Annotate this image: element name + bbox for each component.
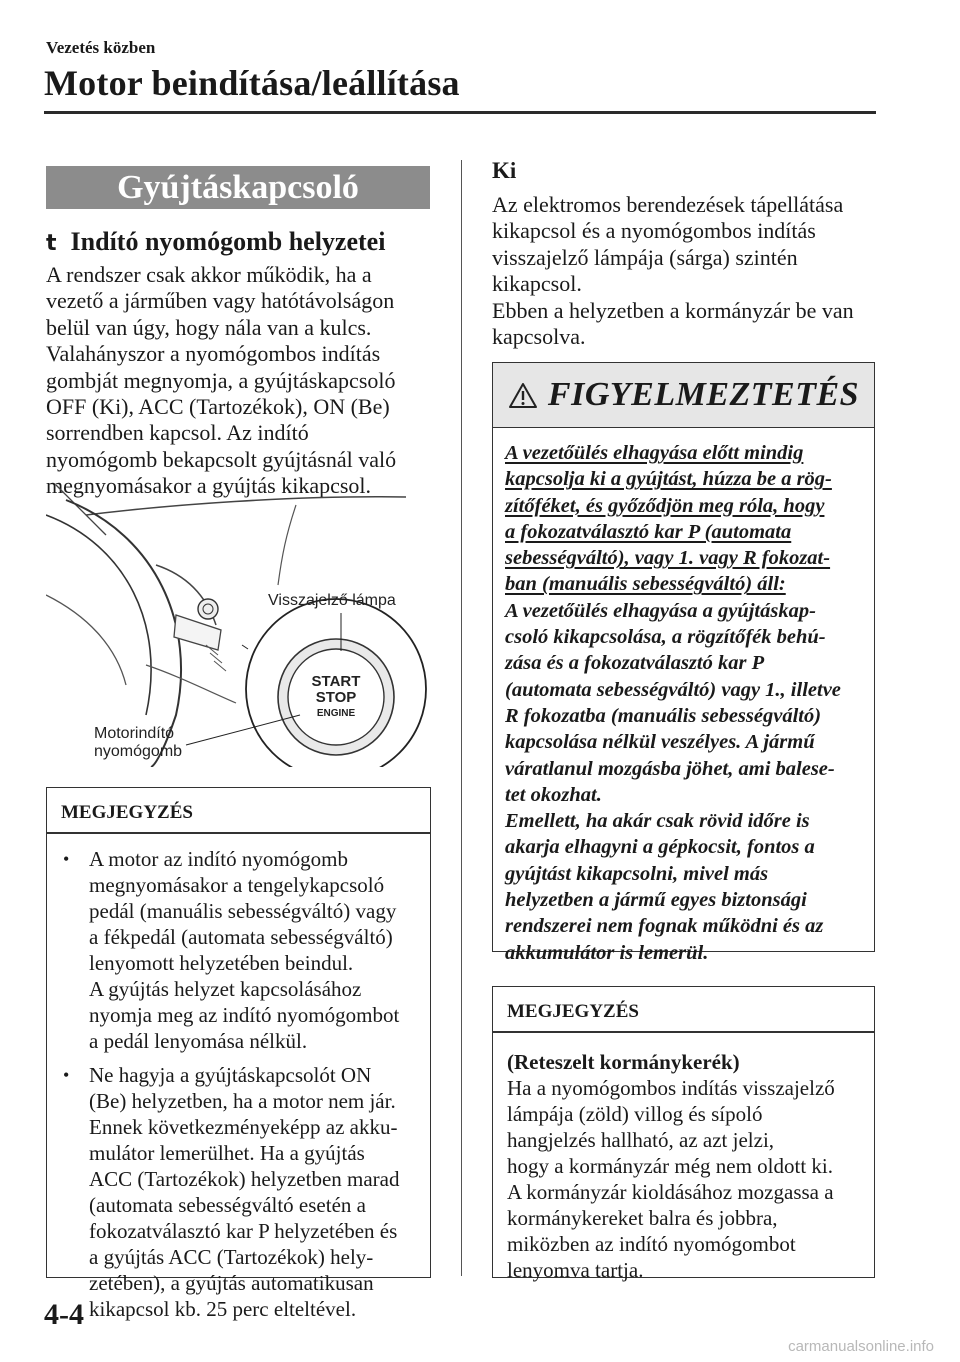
warning-line: akkumulátor is lemerül. [505, 941, 709, 964]
note-subheading: (Reteszelt kormánykerék) [507, 1049, 740, 1074]
text-line: hogy a kormányzár még nem oldott ki. [507, 1153, 834, 1178]
bullet-icon: • [63, 1064, 70, 1085]
start-button-figure [46, 475, 430, 767]
note-text-right [493, 1075, 874, 1283]
text-line: nyomja meg az indító nyomógombot [89, 1002, 400, 1027]
warning-line-underlined: ban (manuális sebességváltó) áll: [505, 573, 786, 596]
text-line: (automata sebességváltó esetén a [89, 1192, 366, 1217]
note-heading: MEGJEGYZÉS [61, 802, 193, 823]
text-line: ACC (Tartozékok) helyzetben marad [89, 1166, 400, 1191]
zoom-connector [242, 645, 248, 649]
text-line: Az elektromos berendezések tápellátása [492, 192, 844, 217]
note-heading-right: MEGJEGYZÉS [507, 1001, 639, 1022]
text-line: kormánykereket balra és jobbra, [507, 1205, 778, 1230]
text-line: sorrendben kapcsol. Az indító [46, 420, 309, 446]
warning-line-underlined: a fokozatválasztó kar P (automata [505, 520, 792, 543]
warning-title: FIGYELMEZTETÉS [547, 376, 860, 413]
lower-dash-line [146, 665, 236, 703]
text-line: megnyomásakor a tengelykapcsoló [89, 872, 385, 897]
text-line: lenyomott helyzetében beindul. [89, 950, 354, 975]
list-item-text [89, 846, 399, 1054]
label-start-button-line1: Motorindító [94, 725, 175, 742]
text-line: A kormányzár kioldásához mozgassa a [507, 1179, 834, 1204]
header-divider [44, 111, 876, 114]
text-line: OFF (Ki), ACC (Tartozékok), ON (Be) [46, 394, 390, 420]
warning-line: tet okozhat. [505, 783, 602, 806]
subheading-text: Indító nyomógomb helyzetei [70, 227, 386, 256]
warning-line: akarja elhagyni a gépkocsit, fontos a [505, 836, 815, 859]
text-line: Ne hagyja a gyújtáskapcsolót ON [89, 1062, 372, 1087]
subheading-mark: t [46, 231, 57, 256]
text-line: miközben az indító nyomógombot [507, 1231, 796, 1256]
text-line: megnyomásakor a gyújtás kikapcsol. [46, 473, 372, 499]
warning-line-underlined: A vezetőülés elhagyása előtt mindig [505, 442, 804, 464]
text-line: Ha a nyomógombos indítás visszajelző [507, 1075, 835, 1100]
warning-line: gyújtást kikapcsolni, mivel más [505, 862, 769, 885]
column-divider [461, 160, 462, 1276]
text-line: A motor az indító nyomógomb [89, 846, 348, 871]
warning-line: helyzetben a jármű egyes biztonsági [505, 889, 807, 912]
note-items [47, 834, 430, 1322]
warning-line: zása és a fokozatválasztó kar P [505, 652, 765, 675]
label-start-button [86, 725, 182, 761]
steering-wheel-inner [46, 515, 151, 715]
warning-line: rendszerei nem fognak működni és az [505, 915, 824, 938]
text-line: Valahányszor a nyomógombos indítás [46, 341, 381, 367]
note-box-right [492, 986, 875, 1282]
text-line: kikapcsol. [492, 271, 582, 297]
text-line: fokozatválasztó kar P helyzetében és [89, 1218, 398, 1243]
warning-banner [493, 363, 874, 428]
text-line: a pedál lenyomása nélkül. [89, 1028, 308, 1053]
text-line: lámpája (zöld) villog és sípoló [507, 1101, 763, 1126]
text-line: pedál (manuális sebességváltó) vagy [89, 898, 397, 923]
text-line: kapcsolva. [492, 324, 586, 350]
text-line: hangjelzés hallható, az azt jelzi, [507, 1127, 775, 1152]
warning-line: Emellett, ha akár csak rövid időre is [505, 810, 810, 833]
text-line: a fékpedál (automata sebességváltó) [89, 924, 393, 949]
ki-heading: Ki [492, 158, 517, 183]
warning-text [493, 428, 874, 966]
warning-line: A vezetőülés elhagyása a gyújtáskap- [505, 599, 816, 622]
warning-line-underlined: sebességváltó), vagy 1. vagy R fokozat- [505, 547, 831, 570]
warning-triangle-icon [508, 382, 538, 409]
warning-line: kapcsolása nélkül veszélyes. A jármű [505, 731, 815, 754]
list-item [61, 846, 430, 1054]
text-line: A rendszer csak akkor működik, ha a [46, 262, 372, 287]
dash-top-edge [86, 497, 406, 515]
warning-line: csoló kikapcsolása, a rögzítőfék behú- [505, 626, 826, 649]
button-text-stop: STOP [315, 689, 357, 706]
warning-line: váratlanul mozgásba jöhet, ami balese- [505, 757, 835, 780]
warning-line-underlined: kapcsolja ki a gyújtást, húzza be a rög- [505, 468, 832, 491]
watermark: carmanualsonline.info [788, 1338, 934, 1355]
page-title: Motor beindítása/leállítása [44, 63, 460, 103]
text-line: a gyújtás ACC (Tartozékok) hely- [89, 1244, 374, 1269]
steering-spoke [46, 595, 126, 685]
section-label: Vezetés közben [46, 38, 156, 57]
button-text-start: START [311, 673, 361, 690]
intro-paragraph [46, 262, 430, 500]
pointer-line [56, 485, 106, 535]
text-line: lenyomva tartja. [507, 1257, 644, 1282]
text-line: gombját megnyomja, a gyújtáskapcsoló [46, 367, 396, 393]
text-line: A gyújtás helyzet kapcsolásához [89, 976, 362, 1001]
label-indicator-lamp: Visszajelző lámpa [268, 592, 396, 609]
text-line: kikapcsol kb. 25 perc elteltével. [89, 1296, 357, 1321]
text-line: mulátor lemerülhet. Ha a gyújtás [89, 1140, 365, 1165]
ki-paragraph [492, 192, 876, 350]
bullet-icon: • [63, 848, 70, 869]
text-line: Ebben a helyzetben a kormányzár be van [492, 297, 854, 323]
warning-box [492, 362, 875, 964]
subheading [46, 227, 385, 257]
text-line: nyomógomb bekapcsolt gyújtásnál való [46, 446, 397, 472]
small-start-button [198, 599, 218, 619]
text-line: visszajelző lámpája (sárga) szintén [492, 244, 798, 270]
text-line: zetében), a gyújtás automatikusan [89, 1270, 374, 1295]
list-item-text [89, 1062, 400, 1322]
dash-panel-line [278, 505, 296, 585]
list-item [61, 1062, 430, 1322]
warning-line: R fokozatba (manuális sebességváltó) [505, 704, 822, 727]
section-banner: Gyújtáskapcsoló [46, 166, 430, 209]
text-line: (Be) helyzetben, ha a motor nem jár. [89, 1088, 396, 1113]
button-text-engine: ENGINE [316, 708, 356, 719]
text-line: vezető a járműben vagy hatótávolságon [46, 288, 395, 314]
warning-line-underlined: zítőféket, és győződjön meg róla, hogy [505, 494, 825, 517]
text-line: Ennek következményeképp az akku- [89, 1114, 398, 1139]
text-line: kikapcsol és a nyomógombos indítás [492, 218, 816, 244]
dashboard-illustration [46, 475, 430, 767]
text-line: belül van úgy, hogy nála van a kulcs. [46, 314, 372, 340]
label-start-button-line2: nyomógomb [94, 743, 183, 760]
page-number: 4-4 [44, 1298, 84, 1331]
warning-line: (automata sebességváltó) vagy 1., illetve [505, 678, 841, 701]
